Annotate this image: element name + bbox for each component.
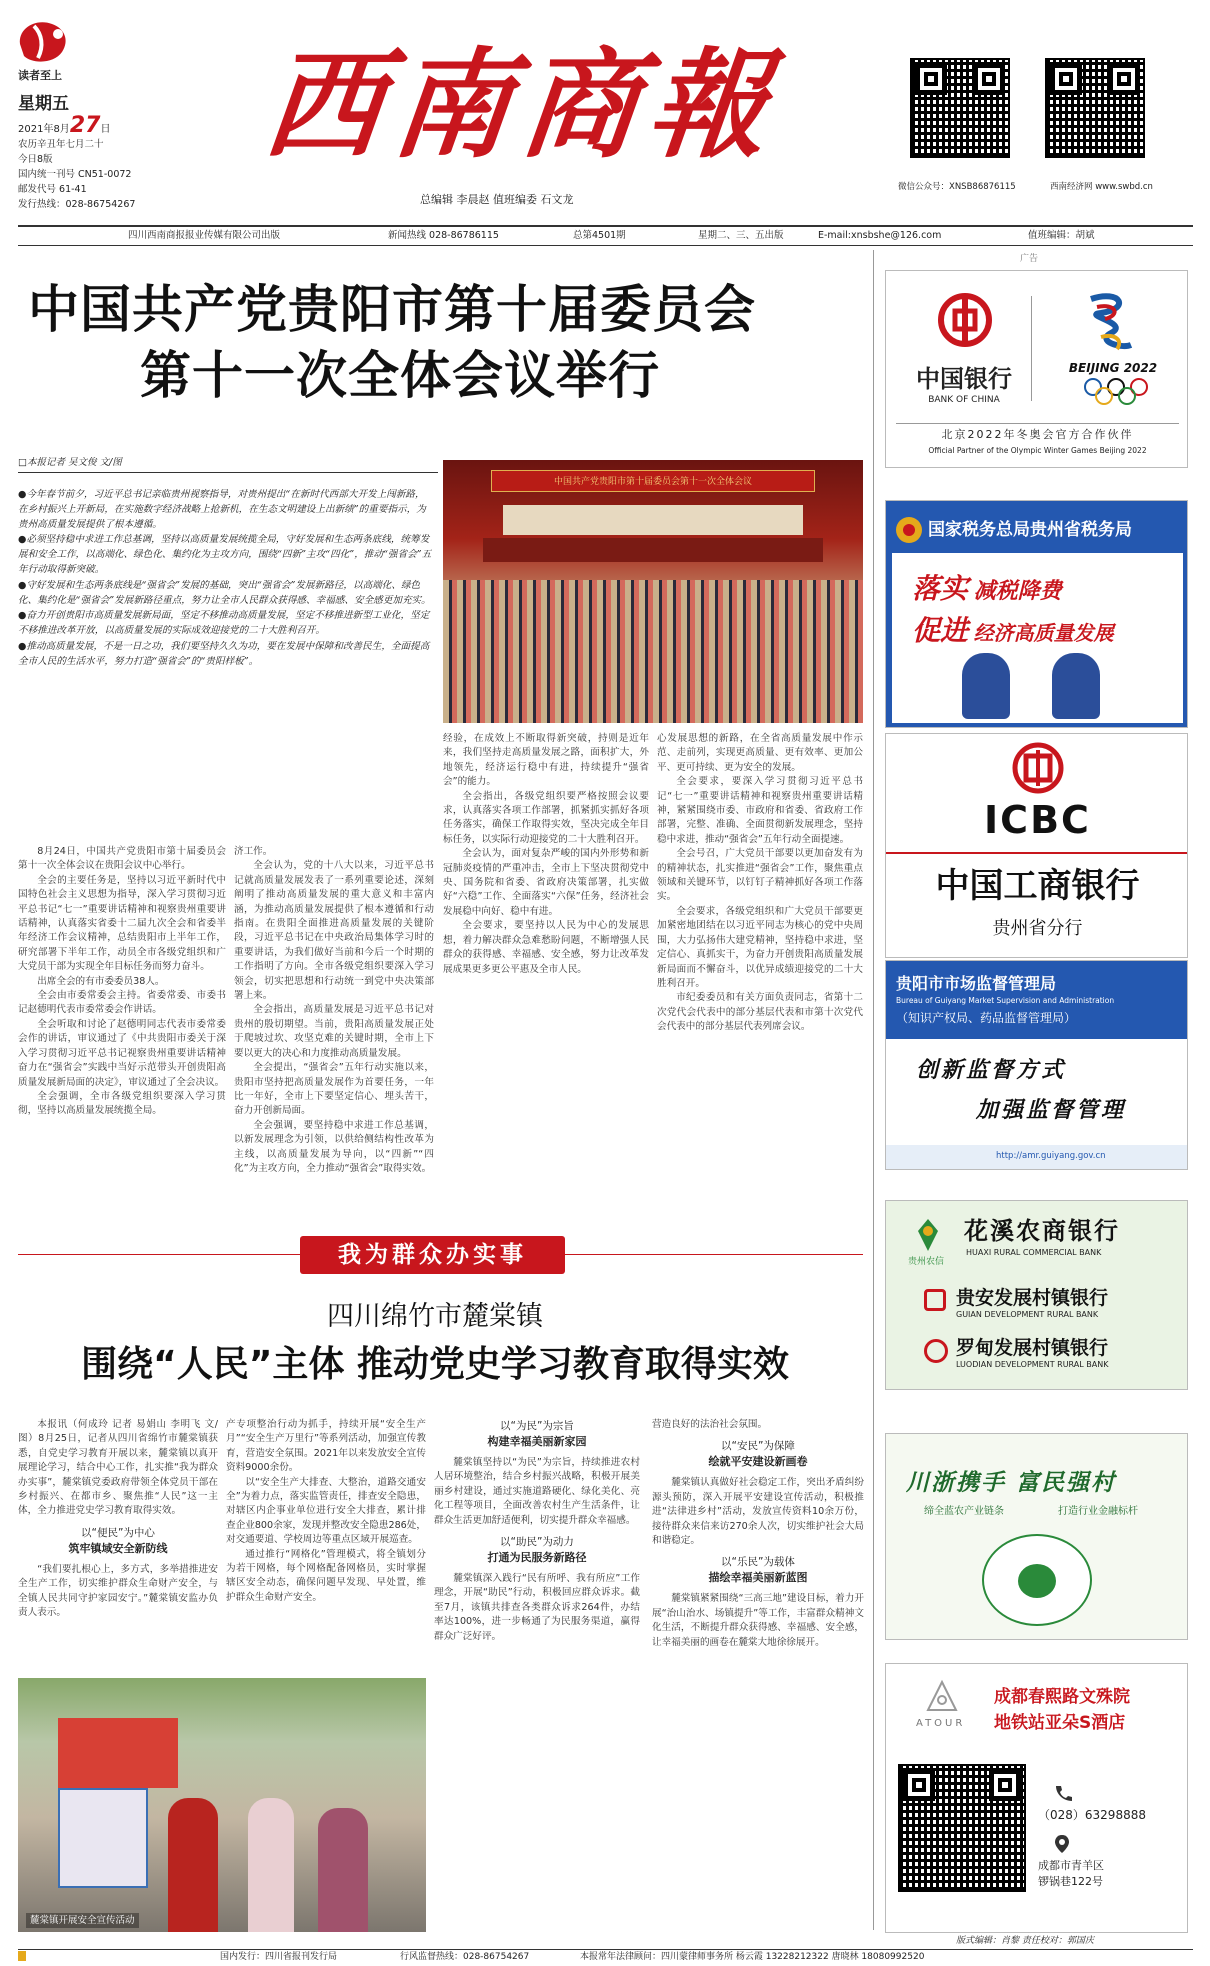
body-para: 全会强调，要坚持稳中求进工作总基调，以新发展理念为引领，以供给侧结构性改革为主线，以高质量发展为导向，以“四新”“四化”为主攻方向，全力推动“强省会”取得实效。 [234,1119,434,1174]
photo-person [168,1798,218,1932]
photo-tent [58,1718,178,1788]
huaxi-prov: 贵州农信 [908,1257,945,1267]
ad-icbc[interactable] [885,733,1188,958]
cn-number: 国内统一刊号 CN51-0072 [18,169,132,180]
ad-bank-of-china[interactable] [885,270,1188,468]
ga-en: GUIAN DEVELOPMENT RURAL BANK [956,1310,1099,1319]
qr-code-atour[interactable] [898,1764,1026,1892]
top-rule-2 [18,245,1193,246]
market-sub: （知识产权局、药品监督管理局） [896,1011,1077,1025]
footer-color-strip [18,1951,26,1961]
market-slogan2: 加强监督管理 [976,1097,1127,1123]
info-issue: 总第4501期 [573,230,626,241]
tax-mascot-icon [962,653,1010,719]
ld-en: LUODIAN DEVELOPMENT RURAL BANK [956,1360,1109,1369]
body-para: 全会号召，广大党员干部要以更加奋发有为的精神状态，扎实推进“强省会”工作，聚焦重点领域和关键环节，以钉钉子精神抓好各项工作落实。 [657,848,863,903]
slogan: 读者至上 [18,69,62,82]
ads-separator [873,250,874,1930]
main-body-col3 [443,732,649,1202]
ad-chuan-zhe[interactable] [885,1433,1188,1640]
postal-code: 邮发代号 61-41 [18,184,87,195]
subhead: 以“安民”为保障 绘就平安建设新画卷 [708,1440,808,1469]
tax-line1: 落实 减税降费 [912,572,1062,605]
body-para: 心发展思想的新路，在全省高质量发展中作示范、走前列，实现更高质量、更有效率、更加公平、更可持续、更为安全的发展。 [657,733,863,773]
body-para: 麓棠镇认真做好社会稳定工作，突出矛盾纠纷源头预防，深入开展平安建设宣传活动，积极推进“法律进乡村”活动，发放宣传资料10余万份，接待群众来信来访270余人次，切实维护社会大局和谐稳定。 [652,1477,864,1547]
huaxi-name: 花溪农商银行 [964,1217,1120,1245]
body-para: 本报讯（何成玲 记者 易娟山 李明飞 文/图）8月25日，记者从四川省绵竹市麓棠镇获悉，自党史学习教育开展以来，麓棠镇以真开展理论学习，结合中心工作，扎实推“我为群众办实事”，麓棠镇党委政府带领全体党员干部在乡村振兴、在都市乡、聚焦推“人民”这一主体，全力推进党史学习教育取得实效。 [18,1419,218,1517]
photo-audience [443,580,863,723]
ad-atour-hotel[interactable] [885,1663,1188,1933]
info-bar [18,228,1193,244]
ad-tax-bureau[interactable] [885,500,1188,728]
zj-sub2: 打造行业金融标杆 [1058,1506,1138,1517]
tax-line2: 促进 经济高质量发展 [912,614,1114,647]
main-headline-1: 中国共产党贵阳市第十届委员会 [28,281,757,340]
body-para: 以“安全生产大排查、大整治，道路交通安全”为着力点，落实监管责任，排查安全隐患，对辖区内企事业单位进行安全大排查，累计排查企业800余家，发现并整改安全隐患286处，对交通要道、学校周边等重点区域开展巡查。 [226,1476,426,1546]
info-schedule: 星期二、三、五出版 [698,230,784,241]
body-para: 经验，在成效上不断取得新突破，持则是近年来，我们坚持走高质量发展之路，面积扩大，外地领先，经济运行稳中有进，持续提升“强省会”的能力。 [443,733,649,788]
second-col2 [226,1418,426,1678]
subhead: 以“助民”为动力 打通为民服务新路径 [487,1536,587,1565]
second-headline-1: 四川绵竹市麓棠镇 [327,1301,543,1332]
beijing-2022: BEIJING 2022 [1068,361,1158,375]
body-para: 8月24日，中国共产党贵阳市第十届委员会第十一次全体会议在贵阳会议中心举行。 [18,846,226,872]
photo-caption: 麓棠镇开展安全宣传活动 [26,1913,139,1928]
photo-stage [503,505,803,535]
meeting-photo [443,460,863,723]
subhead: 以“为民”为宗旨 构建幸福美丽新家园 [487,1420,587,1448]
tax-panel [892,553,1183,723]
date: 2021年8月27日 [18,113,111,138]
newspaper-logo-icon [14,14,78,68]
footer-credits: 版式编辑：肖黎 责任校对：郭国庆 [956,1936,1094,1946]
location-icon [1054,1834,1070,1854]
editors: 总编辑 李晨赵 值班编委 石文龙 [420,193,574,206]
body-para: 产专项整治行动为抓手，持续开展“安全生产月”“安全生产万里行”等系列活动，加强宣传教育，营造安全氛围。2021年以来发放安全宣传资料9000余份。 [226,1419,426,1474]
phone-icon [1054,1784,1072,1802]
body-para: “我们要扎根心上，多方式，多举措推进安全生产工作，切实维护群众生命财产安全，与全镇人民共同守护家园安宁。”麓棠镇安监办负责人表示。 [18,1563,218,1619]
body-para: 全会要求，各级党组织和广大党员干部要更加紧密地团结在以习近平同志为核心的党中央周围，大力弘扬伟大建党精神，坚持稳中求进，坚定信心、真抓实干，为奋力开创贵阳高质量发展新局面而不懈奋斗，以优异成绩迎接党的二十大胜利召开。 [657,905,863,989]
boc-partner-en: Official Partner of the Olympic Winter Games Beijing 2022 [928,446,1147,455]
beijing-2022-emblem-icon [1061,289,1161,359]
market-title: 贵阳市市场监督管理局 [896,974,1057,993]
body-para: 全会提出，“强省会”五年行动实施以来，贵阳市坚持把高质量发展作为首要任务，一年比一年好，全市上下要坚定信心、埋头苦干，奋力开创新局面。 [234,1062,434,1117]
tax-emblem-icon [894,515,924,545]
page-count: 今日8版 [18,154,53,165]
atour-name2: 地铁站亚朵S酒店 [994,1713,1126,1733]
tax-mascot-icon [1052,653,1100,719]
zj-slogan: 川浙携手 富民强村 [906,1469,1117,1496]
boc-en: BANK OF CHINA [928,395,1000,405]
body-para: 麓棠镇坚持以“为民”为宗旨，持续推进农村人居环境整治，结合乡村振兴战略，积极开展美丽乡村建设，通过实施道路硬化、绿化美化、亮化工程等项目，全面改善农村生产生活条件，让群众生活更加舒适便利，切实提升群众幸福感。 [434,1457,640,1526]
subhead: 以“便民”为中心 筑牢镇域安全新防线 [68,1526,168,1555]
atour-logo-icon [922,1678,962,1714]
market-url[interactable]: http://amr.guiyang.gov.cn [996,1151,1106,1161]
zj-sub1: 缔全蓝农产业链条 [924,1506,1004,1517]
tax-title: 国家税务总局贵州省税务局 [928,520,1132,540]
boc-partner: 北京2022年冬奥会官方合作伙伴 [941,428,1134,441]
lead-para: ●推动高质量发展，不是一日之功，我们要坚持久久为功，要在发展中保障和改善民生，全面提高全市人民的生活水平，努力打造“强省会”的“贵阳样板”。 [18,640,430,667]
footer-distribution: 国内发行：四川省报刊发行局 [220,1952,338,1962]
body-para: 全会指出，各级党组织要严格按照会议要求，认真落实各项工作部署，抓紧抓实抓好各项任务落实，确保工作取得实效，坚决完成全年目标任务，以实际行动迎接党的二十大胜利召开。 [443,790,649,845]
second-col4 [652,1418,864,1933]
body-para: 全会认为，面对复杂严峻的国内外形势和新冠肺炎疫情的严重冲击，全市上下坚决贯彻党中央、国务院和省委、省政府决策部署，扎实做好“六稳”工作、全面落实“六保”任务，经济社会发展稳中向好、稳中有进。 [443,848,649,917]
byline-rule [18,472,438,473]
body-para: 全会指出，高质量发展是习近平总书记对贵州的殷切期望。当前，贵阳高质量发展正处于爬坡过坎、攻坚克难的关键时期，全市上下要以更大的决心和力度推动高质量发展。 [234,1004,434,1059]
ga-logo-icon [924,1289,946,1311]
weekday: 星期五 [18,94,69,114]
top-rule [18,225,1193,227]
ad-rule [886,852,1188,854]
qr-caption-site: 西南经济网 www.swbd.cn [1050,182,1153,192]
subhead: 以“乐民”为载体 描绘幸福美丽新蓝图 [708,1556,808,1585]
photo-board [58,1788,148,1888]
boc-name: 中国银行 [916,364,1012,393]
body-para: 全会的主要任务是，坚持以习近平新时代中国特色社会主义思想为指导，深入学习贯彻习近平总书记“七一”重要讲话精神和视察贵州重要讲话精神，认真落实省委十二届九次全会和省委半年经济工作会议精神，总结贵阳市上半年工作，研究部署下半年工作，动员全市各级党组织和广大党员干部为实现全年目标任务而努力奋斗。 [18,874,226,973]
photo-person [248,1798,294,1932]
body-para: 全会由市委常委会主持。省委常委、市委书记赵德明代表市委常委会作讲话。 [18,990,226,1016]
main-body-col1 [18,845,226,1200]
atour-addr2: 锣锅巷122号 [1038,1875,1103,1888]
atour-name1: 成都春熙路文殊院 [994,1687,1130,1707]
body-para: 全会听取和讨论了赵德明同志代表市委常委会作的讲话，审议通过了《中共贵阳市委关于深入学习贯彻习近平总书记视察贵州重要讲话精神奋力在“强省会”实践中当好示范带头开创贵阳高质量发展新局面的决定》，审议通过了全会决议。 [18,1018,226,1088]
body-para: 营造良好的法治社会氛围。 [652,1419,768,1430]
masthead-title: 西南商報 [257,35,785,174]
zj-diagram-hub [1018,1564,1056,1598]
icbc-logo-icon [1012,742,1064,794]
ad-divider [1031,296,1032,401]
phone: 发行热线：028-86754267 [18,199,136,210]
ad-market-supervision[interactable] [885,960,1188,1170]
main-body-col4 [657,732,863,1202]
second-headline-2: 围绕“人民”主体 推动党史学习教育取得实效 [81,1344,789,1385]
date-block [18,92,228,212]
body-para: 济工作。 [234,846,273,857]
market-header [886,961,1188,1039]
masthead [0,0,1210,225]
main-body-col2 [234,845,434,1200]
ld-logo-icon [924,1339,948,1363]
ga-name: 贵安发展村镇银行 [956,1287,1109,1309]
qr-caption-wechat: 微信公众号：XNSB86876115 [898,182,1016,192]
lead-para: ●必须坚持稳中求进工作总基调，坚持以高质量发展统揽全局，守好发展和生态两条底线，统筹发展和安全工作，以高端化、绿色化、集约化为主攻方向，围绕“四新”主攻“四化”，推动“强省会”五年行动取得新突破。 [18,534,432,575]
lunar-date: 农历辛丑年七月二十 [18,139,104,150]
body-para: 全会强调，全市各级党组织要深入学习贯彻，坚持以高质量发展统揽全局。 [18,1090,226,1117]
main-headline-2: 第十一次全体会议举行 [140,347,661,406]
ad-rule [896,423,1179,424]
market-slogan1: 创新监督方式 [916,1057,1067,1083]
byline: □本报记者 吴文俊 文/图 [18,457,122,468]
atour-addr1: 成都市青羊区 [1038,1859,1104,1872]
photo-podium [483,538,823,562]
market-en: Bureau of Guiyang Market Supervision and Administration [896,996,1115,1005]
ad-huaxi-bank[interactable] [885,1200,1188,1390]
ld-name: 罗甸发展村镇银行 [956,1337,1109,1359]
huaxi-logo-icon [908,1215,948,1255]
lead-summary [18,488,432,778]
body-para: 麓棠镇深入践行“民有所呼、我有所应”工作理念，开展“助民”行动，积极回应群众诉求。截至7月，该镇共排查各类群众诉求264件，办结率达100%，进一步畅通了为民服务渠道，赢得群众广泛好评。 [434,1573,640,1642]
info-hotline: 新闻热线 028-86786115 [388,230,499,241]
footer-hotline: 行风监督热线：028-86754267 [400,1952,530,1962]
icbc-branch: 贵州省分行 [992,918,1083,939]
icbc-en: ICBC [984,798,1091,842]
street-photo [18,1678,426,1932]
body-para: 全会要求，要深入学习贯彻习近平总书记“七一”重要讲话精神和视察贵州重要讲话精神，紧紧围绕市委、市政府和省委、省政府工作部署，完整、准确、全面贯彻新发展理念，坚持稳中求进，推动“强省会”五年行动全面提速。 [657,776,863,845]
photo-person [318,1808,368,1932]
icbc-cn: 中国工商银行 [935,866,1140,906]
olympic-rings-icon [1081,377,1151,407]
section-label: 我为群众办实事 [300,1236,565,1274]
second-col1 [18,1418,218,1678]
info-publisher: 四川西南商报报业传媒有限公司出版 [128,230,281,241]
footer-legal: 本报常年法律顾问：四川蒙律师事务所 杨云霞 13228212322 唐晓林 18080992520 [580,1952,925,1962]
date-day: 27 [69,113,101,138]
huaxi-en: HUAXI RURAL COMMERCIAL BANK [966,1248,1102,1257]
lead-para: ●奋力开创贵阳市高质量发展新局面，坚定不移推动高质量发展，坚定不移推进新型工业化，坚定不移推进改革开放，以高质量发展的实际成效迎接党的二十大胜利召开。 [18,610,430,637]
photo-banner: 中国共产党贵阳市第十届委员会第十一次全体会议 [491,470,815,492]
body-para: 全会要求，要坚持以人民为中心的发展思想，着力解决群众急难愁盼问题，不断增强人民群众的获得感、幸福感、安全感，努力让改革发展成果更多更公平惠及全市人民。 [443,920,649,975]
atour-phone: （028）63298888 [1038,1808,1146,1822]
boc-logo-icon [938,293,992,347]
info-email: E-mail:xnsbshe@126.com [818,230,942,241]
second-col3 [434,1418,640,1933]
atour-brand: ATOUR [916,1718,966,1729]
lead-para: ●守好发展和生态两条底线是“强省会”发展的基础，突出“强省会”发展新路径，以高端化、绿色化、集约化是“强省会”发展新路径重点，努力让全市人民群众获得感、幸福感、安全感更加充实。 [18,579,431,606]
ad-label: 广告 [1020,254,1039,264]
info-duty-editor: 值班编辑：胡斌 [1028,230,1095,241]
body-para: 通过推行“网格化”管理模式，将全镇划分为若干网格，每个网格配备网格员，实时掌握辖区安全动态，确保问题早发现、早处置，维护群众生命财产安全。 [226,1548,426,1603]
body-para: 市纪委委员和有关方面负责同志，省第十二次党代会代表中的部分基层代表和市第十次党代会代表中的部分基层代表列席会议。 [657,992,863,1033]
body-para: 麓棠镇紧紧围绕“三高三地”建设目标，着力开展“治山治水、场镇提升”等工作，丰富群众精神文化生活，不断提升群众获得感、幸福感、安全感，让幸福美丽的画卷在麓棠大地徐徐展开。 [652,1593,864,1648]
qr-code-wechat[interactable] [910,58,1010,158]
body-para: 全会认为，党的十八大以来，习近平总书记就高质量发展发表了一系列重要论述，深刻阐明了推动高质量发展的重大意义和丰富内涵，为推动高质量发展提供了根本遵循和行动指南。在贵阳全面推进高质量发展的关键阶段，习近平总书记在中央政治局集体学习时的重要讲话，为我们做好当前和今后一个时期的工作指明了方向。全市各级党组织要深入学习领会，切实把思想和行动统一到党中央决策部署上来。 [234,860,434,1002]
lead-para: ●今年春节前夕，习近平总书记亲临贵州视察指导，对贵州提出“在新时代西部大开发上闯新路，在乡村振兴上开新局，在实施数字经济战略上抢新机，在生态文明建设上出新绩”的重要指示，为贵州高质量发展提供了根本遵循。 [18,489,426,530]
body-para: 出席全会的有市委委员38人。 [37,975,165,987]
qr-code-site[interactable] [1045,58,1145,158]
